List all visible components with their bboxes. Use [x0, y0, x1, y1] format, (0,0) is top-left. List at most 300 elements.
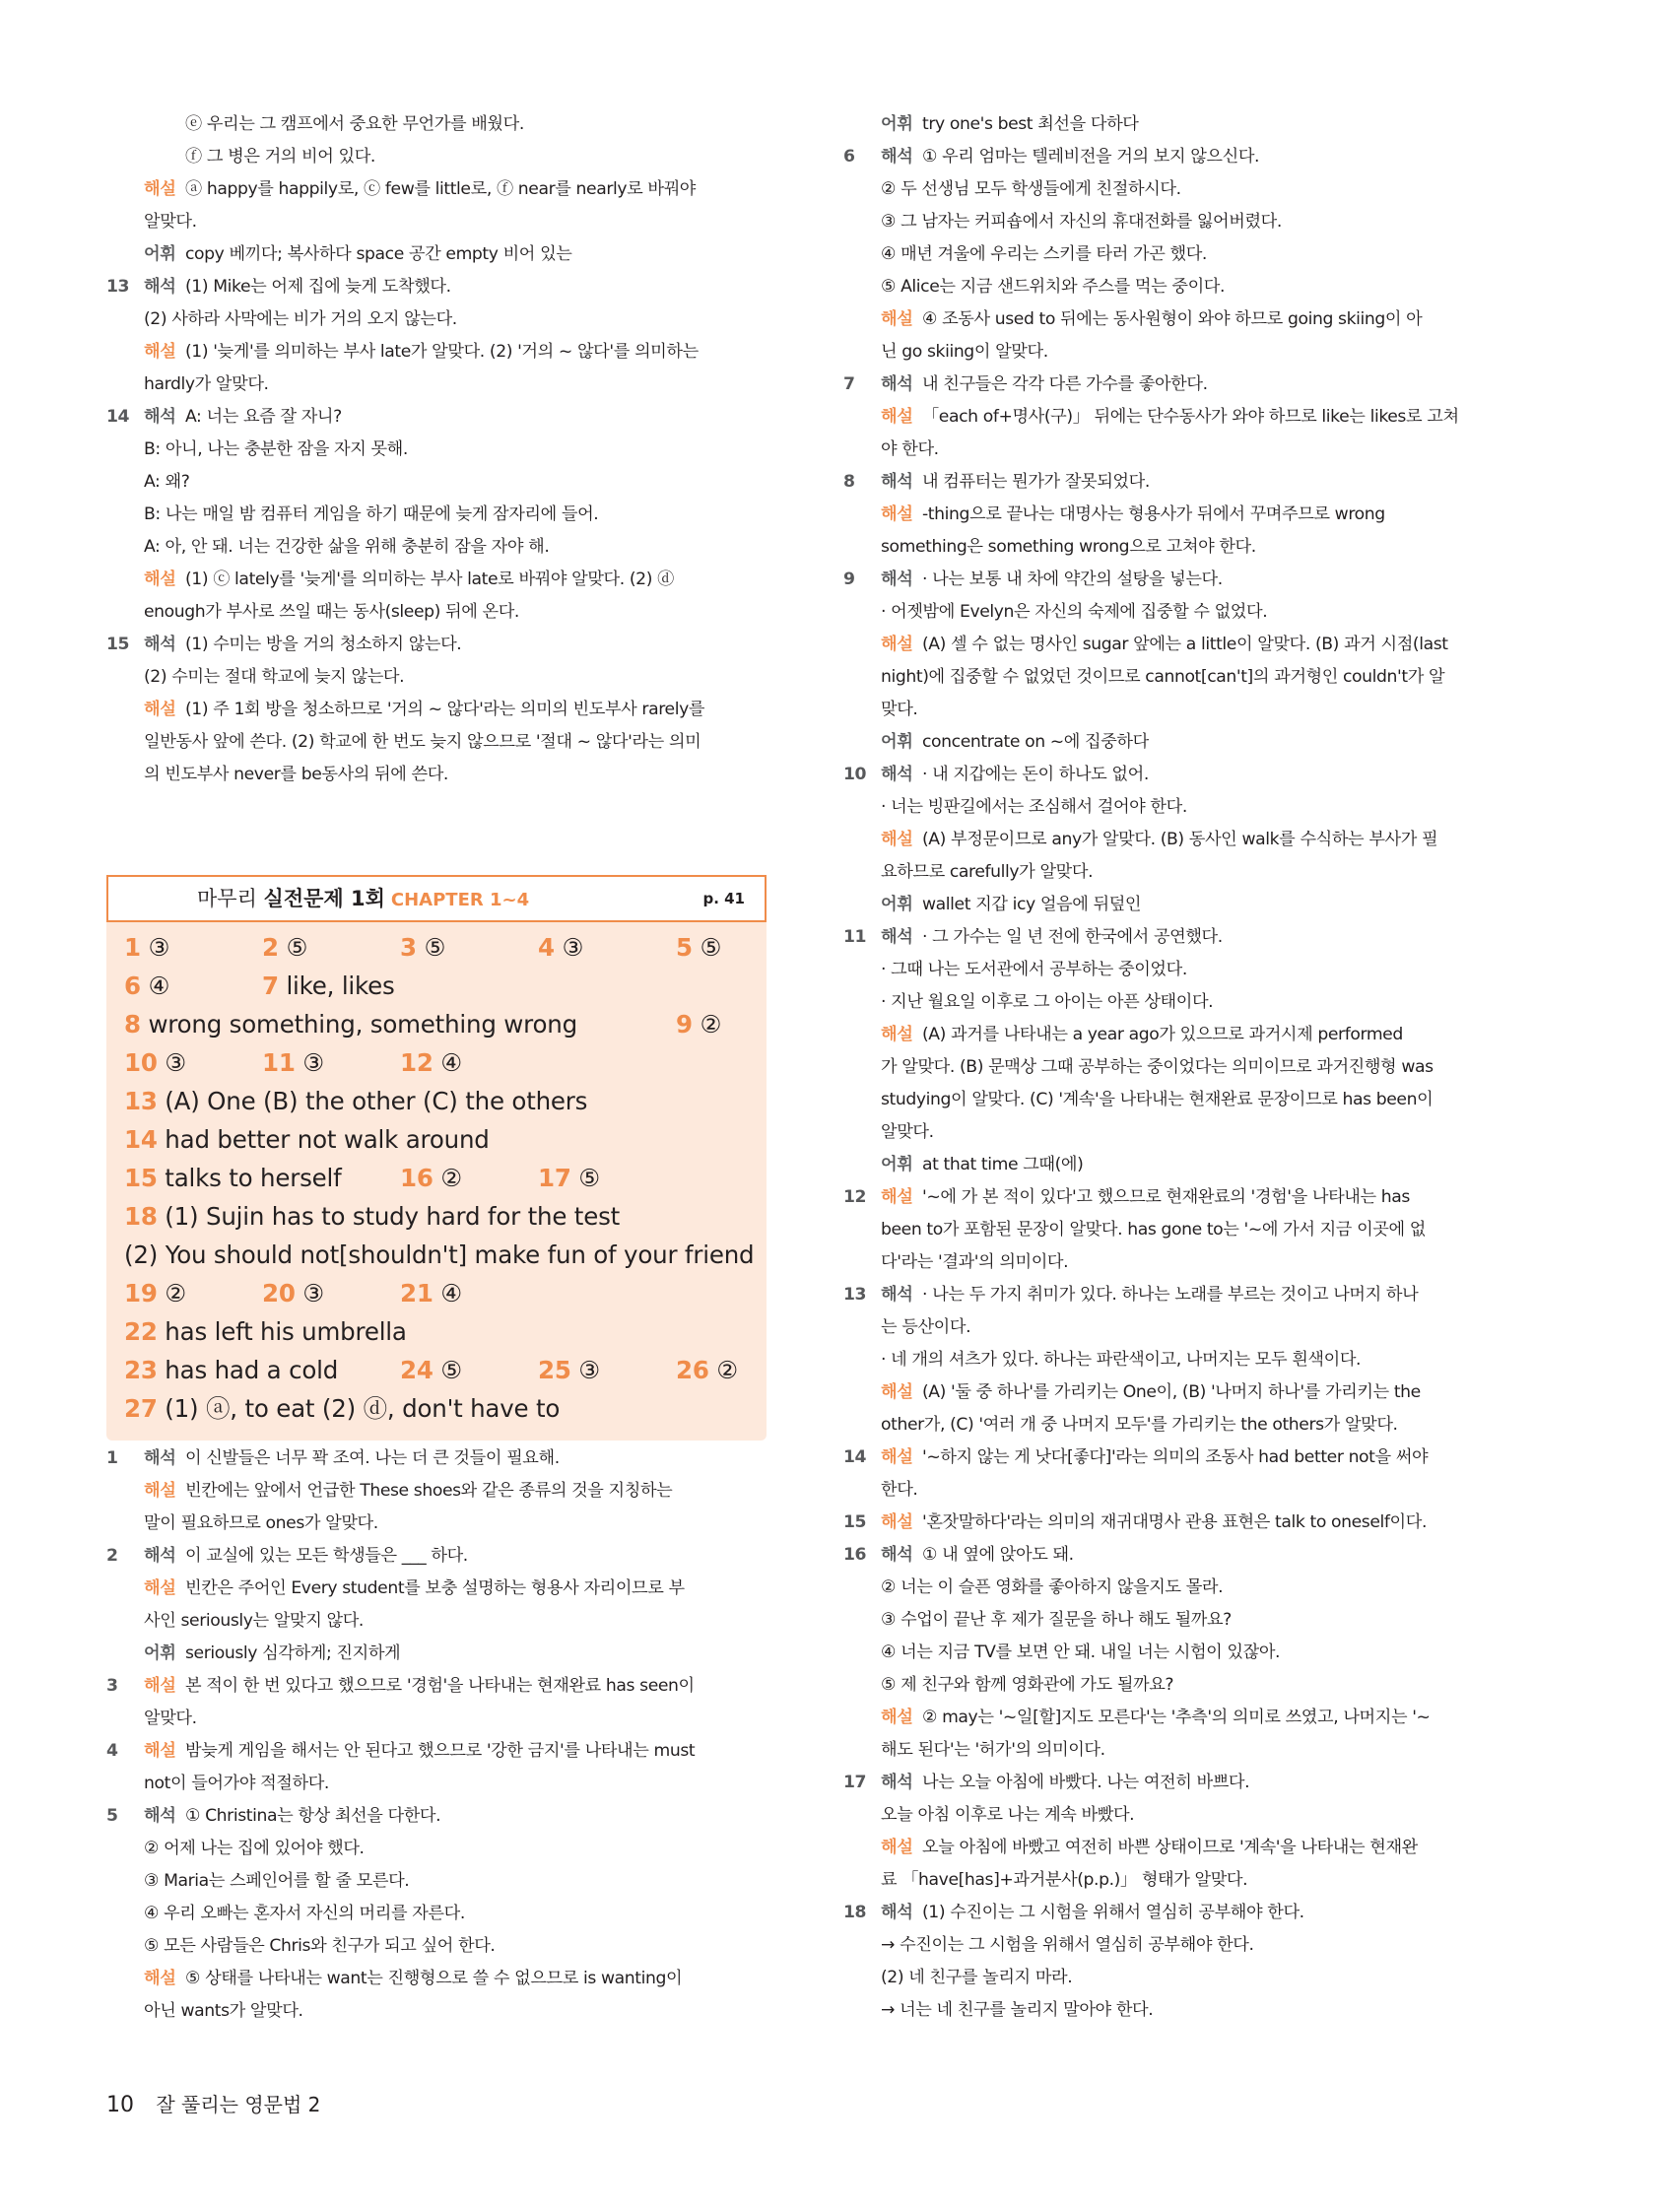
answer-text: ⑤ — [700, 933, 722, 962]
section-label: 해설 — [881, 1838, 913, 1857]
question-number: 8 — [843, 472, 855, 492]
line-text: wallet 지갑 icy 얼음에 뒤덮인 — [922, 895, 1142, 914]
answer-item — [538, 1159, 600, 1197]
section-label: 해설 — [144, 179, 176, 199]
line-text: · 내 지갑에는 돈이 하나도 없어. — [922, 765, 1149, 784]
answer-item — [538, 1351, 600, 1389]
line-text: 알맞다. — [144, 212, 197, 232]
answer-item — [124, 1312, 407, 1351]
line-text: 내 컴퓨터는 뭔가가 잘못되었다. — [922, 472, 1150, 492]
text-line — [843, 1994, 1503, 2027]
answer-key-header — [106, 875, 767, 922]
text-line — [843, 336, 1503, 369]
answer-text: ② — [165, 1279, 187, 1307]
section-label: 어휘 — [881, 895, 913, 914]
text-line — [106, 629, 767, 661]
line-text: ③ Maria는 스페인어를 할 줄 모른다. — [144, 1871, 410, 1891]
text-line — [843, 141, 1503, 173]
answer-item — [262, 967, 395, 1005]
text-line — [843, 824, 1503, 856]
answer-item — [124, 928, 169, 967]
line-text: -thing으로 끝나는 대명사는 형용사가 뒤에서 꾸며주므로 wrong — [922, 504, 1385, 524]
answer-key-title — [197, 877, 529, 922]
section-label: 해석 — [881, 472, 913, 492]
question-number: 16 — [843, 1545, 867, 1565]
answer-item — [124, 1197, 620, 1236]
text-line — [843, 954, 1503, 986]
text-line — [843, 1376, 1503, 1409]
text-line — [843, 1669, 1503, 1702]
text-line — [843, 434, 1503, 466]
text-line — [843, 759, 1503, 791]
answer-text: talks to herself — [165, 1164, 342, 1192]
answer-text: ⑤ — [286, 933, 308, 962]
answer-text: ④ — [440, 1279, 463, 1307]
section-label: 해석 — [881, 374, 913, 394]
line-text: · 그 가수는 일 년 전에 한국에서 공연했다. — [922, 927, 1223, 947]
line-text: (1) 주 1회 방을 청소하므로 '거의 ~ 않다'라는 의미의 빈도부사 rarely를 — [185, 700, 705, 719]
section-label: 해설 — [881, 830, 913, 849]
line-text: '혼잣말하다'라는 의미의 재귀대명사 관용 표현은 talk to oneself이다. — [922, 1512, 1428, 1532]
answer-number: 10 — [124, 1048, 158, 1077]
text-line — [106, 531, 767, 564]
text-line — [106, 401, 767, 434]
answer-text: ⑤ — [578, 1164, 601, 1192]
text-line — [843, 1214, 1503, 1246]
answer-number: 15 — [124, 1164, 158, 1192]
section-label: 해설 — [881, 1708, 913, 1727]
section-label: 해석 — [881, 570, 913, 589]
answer-number: 25 — [538, 1356, 571, 1384]
question-number: 15 — [106, 635, 130, 654]
answer-text: wrong something, something wrong — [148, 1010, 577, 1039]
text-line — [843, 596, 1503, 629]
answer-number: 6 — [124, 972, 141, 1000]
answer-text: (2) You should not[shouldn't] make fun of your friend — [124, 1240, 755, 1269]
line-text: ⑤ 제 친구와 함께 영화관에 가도 될까요? — [881, 1675, 1174, 1695]
section-label: 해설 — [144, 1741, 176, 1761]
line-text: copy 베끼다; 복사하다 space 공간 empty 비어 있는 — [185, 244, 572, 264]
answer-number: 26 — [676, 1356, 709, 1384]
line-text: · 지난 월요일 이후로 그 아이는 아픈 상태이다. — [881, 992, 1214, 1012]
section-label: 어휘 — [881, 1155, 913, 1174]
line-text: ② 어제 나는 집에 있어야 했다. — [144, 1839, 365, 1858]
answer-text: ② — [716, 1356, 739, 1384]
line-text: 알맞다. — [881, 1122, 934, 1142]
question-number: 6 — [843, 147, 855, 167]
text-line — [106, 1833, 767, 1865]
text-line — [106, 1670, 767, 1703]
text-line — [843, 369, 1503, 401]
text-line — [843, 661, 1503, 694]
line-text: (1) 수미는 방을 거의 청소하지 않는다. — [185, 635, 462, 654]
line-text: A: 왜? — [144, 472, 190, 492]
text-line — [843, 1474, 1503, 1507]
text-line — [106, 1768, 767, 1800]
text-line — [106, 1442, 767, 1475]
text-line — [843, 1116, 1503, 1149]
section-label: 해설 — [881, 1025, 913, 1044]
text-line — [843, 986, 1503, 1019]
question-number: 3 — [106, 1676, 118, 1696]
line-text: ① 내 옆에 앉아도 돼. — [922, 1545, 1074, 1565]
answer-number: 16 — [400, 1164, 434, 1192]
answer-number: 20 — [262, 1279, 296, 1307]
line-text: B: 나는 매일 밤 컴퓨터 게임을 하기 때문에 늦게 잠자리에 들어. — [144, 504, 599, 524]
answer-number: 13 — [124, 1087, 158, 1115]
question-number: 18 — [843, 1903, 867, 1922]
answer-number: 4 — [538, 933, 555, 962]
answer-text: ③ — [165, 1048, 187, 1077]
answer-text: ③ — [148, 933, 170, 962]
line-text: (A) 부정문이므로 any가 알맞다. (B) 동사인 walk를 수식하는 부사가 필 — [922, 830, 1438, 849]
section-label: 해석 — [881, 147, 913, 167]
text-line — [843, 1799, 1503, 1832]
answer-item — [400, 1159, 462, 1197]
section-label: 해설 — [144, 1481, 176, 1501]
answer-item — [124, 1236, 754, 1274]
text-line — [843, 1864, 1503, 1897]
line-text: (A) '둘 중 하나'를 가리키는 One이, (B) '나머지 하나'를 가리키는 the — [922, 1382, 1421, 1402]
text-line — [843, 1084, 1503, 1116]
text-line — [106, 271, 767, 303]
text-line — [843, 1897, 1503, 1929]
line-text: 알맞다. — [144, 1709, 197, 1728]
answer-item — [124, 967, 169, 1005]
line-text: 본 적이 한 번 있다고 했으므로 '경험'을 나타내는 현재완료 has seen이 — [185, 1676, 695, 1696]
section-label: 해설 — [144, 1676, 176, 1696]
text-line — [106, 108, 767, 141]
line-text: ⑤ 모든 사람들은 Chris와 친구가 되고 싶어 한다. — [144, 1936, 496, 1956]
answer-number: 1 — [124, 933, 141, 962]
answer-number: 2 — [262, 933, 279, 962]
line-text: ⓕ 그 병은 거의 비어 있다. — [185, 147, 375, 167]
line-text: · 너는 빙판길에서는 조심해서 걸어야 한다. — [881, 797, 1187, 817]
line-text: 오늘 아침 이후로 나는 계속 바빴다. — [881, 1805, 1135, 1825]
section-label: 해설 — [881, 635, 913, 654]
line-text: concentrate on ~에 집중하다 — [922, 732, 1149, 752]
text-line — [843, 1441, 1503, 1474]
text-line — [106, 1475, 767, 1508]
line-text: 밤늦게 게임을 해서는 안 된다고 했으므로 '강한 금지'를 나타내는 must — [185, 1741, 696, 1761]
answer-number: 8 — [124, 1010, 141, 1039]
line-text: (2) 사하라 사막에는 비가 거의 오지 않는다. — [144, 309, 457, 329]
answer-number: 11 — [262, 1048, 296, 1077]
text-line — [843, 1604, 1503, 1637]
answer-item — [124, 1043, 186, 1082]
question-number: 2 — [106, 1546, 118, 1566]
text-line — [106, 1930, 767, 1963]
line-text: ④ 우리 오빠는 혼자서 자신의 머리를 자른다. — [144, 1904, 465, 1923]
text-line — [106, 1995, 767, 2028]
answer-text: (1) ⓐ, to eat (2) ⓓ, don't have to — [165, 1394, 561, 1423]
text-line — [106, 173, 767, 206]
line-text: 맞다. — [881, 700, 918, 719]
text-line — [843, 1019, 1503, 1051]
answer-text: ④ — [440, 1048, 463, 1077]
answer-number: 14 — [124, 1125, 158, 1154]
line-text: 요하므로 carefully가 알맞다. — [881, 862, 1094, 882]
line-text: ① 우리 엄마는 텔레비전을 거의 보지 않으신다. — [922, 147, 1260, 167]
answer-number: 12 — [400, 1048, 434, 1077]
section-label: 해설 — [144, 342, 176, 362]
line-text: (1) ⓒ lately를 '늦게'를 의미하는 부사 late로 바꿔야 알맞다. (2) ⓓ — [185, 570, 674, 589]
line-text: → 수진이는 그 시험을 위해서 열심히 공부해야 한다. — [881, 1935, 1254, 1955]
line-text: enough가 부사로 쓰일 때는 동사(sleep) 뒤에 온다. — [144, 602, 519, 622]
section-label: 해설 — [881, 1447, 913, 1467]
answer-item — [124, 1120, 490, 1159]
text-line — [843, 564, 1503, 596]
answer-number: 3 — [400, 933, 417, 962]
text-line — [106, 466, 767, 499]
text-line — [843, 206, 1503, 238]
section-label: 해설 — [144, 1969, 176, 1988]
line-text: B: 아니, 나는 충분한 잠을 자지 못해. — [144, 439, 408, 459]
text-line — [843, 1311, 1503, 1344]
text-line — [106, 1800, 767, 1833]
text-line — [106, 726, 767, 759]
text-line — [106, 1865, 767, 1898]
answer-item — [400, 1274, 462, 1312]
section-label: 해석 — [144, 1448, 176, 1468]
line-text: (A) 과거를 나타내는 a year ago가 있으므로 과거시제 performed — [922, 1025, 1403, 1044]
answer-text: ② — [440, 1164, 463, 1192]
text-line — [843, 1962, 1503, 1994]
section-label: 해설 — [881, 1512, 913, 1532]
answer-key-body — [106, 922, 767, 1441]
left-bottom-column — [106, 1442, 767, 2028]
line-text: ② 너는 이 슬픈 영화를 좋아하지 않을지도 몰라. — [881, 1577, 1224, 1597]
question-number: 11 — [843, 927, 867, 947]
line-text: 빈칸에는 앞에서 언급한 These shoes와 같은 종류의 것을 지칭하는 — [185, 1481, 673, 1501]
text-line — [843, 921, 1503, 954]
text-line — [843, 1572, 1503, 1604]
question-number: 17 — [843, 1773, 867, 1792]
answer-item — [124, 1389, 560, 1428]
section-label: 해석 — [881, 927, 913, 947]
answer-item — [262, 928, 307, 967]
section-label: 해석 — [144, 1546, 176, 1566]
line-text: 한다. — [881, 1480, 918, 1500]
line-text: 말이 필요하므로 ones가 알맞다. — [144, 1513, 378, 1533]
text-line — [843, 1929, 1503, 1962]
text-line — [106, 1898, 767, 1930]
question-number: 13 — [106, 277, 130, 297]
text-line — [843, 108, 1503, 141]
line-text: 오늘 아침에 바빴고 여전히 바쁜 상태이므로 '계속'을 나타내는 현재완 — [922, 1838, 1418, 1857]
section-label: 해설 — [881, 407, 913, 427]
text-line — [843, 499, 1503, 531]
text-line — [843, 1539, 1503, 1572]
question-number: 13 — [843, 1285, 867, 1305]
line-text: (1) 수진이는 그 시험을 위해서 열심히 공부해야 한다. — [922, 1903, 1304, 1922]
text-line — [843, 173, 1503, 206]
text-line — [843, 1149, 1503, 1181]
line-text: 아닌 wants가 알맞다. — [144, 2001, 303, 2021]
text-line — [106, 1540, 767, 1573]
text-line — [843, 238, 1503, 271]
line-text: 는 등산이다. — [881, 1317, 971, 1337]
right-explanations — [843, 108, 1503, 2027]
section-label: 해석 — [881, 1773, 913, 1792]
section-label: 해석 — [144, 407, 176, 427]
line-text: · 그때 나는 도서관에서 공부하는 중이었다. — [881, 960, 1187, 979]
section-label: 해설 — [144, 700, 176, 719]
line-text: not이 들어가야 적절하다. — [144, 1774, 329, 1793]
line-text: ⓔ 우리는 그 캠프에서 중요한 무언가를 배웠다. — [185, 114, 524, 134]
line-text: 「each of+명사(구)」 뒤에는 단수동사가 와야 하므로 like는 likes로 고쳐 — [922, 407, 1459, 427]
text-line — [843, 694, 1503, 726]
text-line — [106, 694, 767, 726]
text-line — [843, 856, 1503, 889]
text-line — [843, 1051, 1503, 1084]
line-text: (2) 수미는 절대 학교에 늦지 않는다. — [144, 667, 405, 687]
text-line — [106, 661, 767, 694]
line-text: ④ 너는 지금 TV를 보면 안 돼. 내일 너는 시험이 있잖아. — [881, 1642, 1281, 1662]
line-text: · 어젯밤에 Evelyn은 자신의 숙제에 집중할 수 없었다. — [881, 602, 1268, 622]
line-text: · 나는 두 가지 취미가 있다. 하나는 노래를 부르는 것이고 나머지 하나 — [922, 1285, 1419, 1305]
line-text: ⓐ happy를 happily로, ⓒ few를 little로, ⓕ near를 nearly로 바꿔야 — [185, 179, 697, 199]
answer-text: ② — [700, 1010, 722, 1039]
line-text: 일반동사 앞에 쓴다. (2) 학교에 한 번도 늦지 않으므로 '절대 ~ 않다'라는 의미 — [144, 732, 701, 752]
line-text: ② 두 선생님 모두 학생들에게 친절하시다. — [881, 179, 1181, 199]
text-line — [106, 499, 767, 531]
section-label: 해석 — [144, 277, 176, 297]
line-text: 료 「have[has]+과거분사(p.p.)」 형태가 알맞다. — [881, 1870, 1248, 1890]
answer-title-bold: 실전문제 1회 — [263, 887, 385, 910]
question-number: 1 — [106, 1448, 118, 1468]
text-line — [843, 1767, 1503, 1799]
line-text: (1) '늦게'를 의미하는 부사 late가 알맞다. (2) '거의 ~ 않다'를 의미하는 — [185, 342, 699, 362]
line-text: A: 너는 요즘 잘 자니? — [185, 407, 342, 427]
answer-text: has had a cold — [165, 1356, 339, 1384]
text-line — [106, 1735, 767, 1768]
text-line — [843, 531, 1503, 564]
page-number: 10 — [106, 2093, 134, 2117]
line-text: hardly가 알맞다. — [144, 374, 269, 394]
answer-text: ⑤ — [424, 933, 446, 962]
answer-number: 17 — [538, 1164, 571, 1192]
text-line — [106, 303, 767, 336]
left-bottom-explanations — [106, 1442, 767, 2028]
answer-item — [400, 928, 445, 967]
text-line — [106, 1508, 767, 1540]
text-line — [843, 889, 1503, 921]
text-line — [843, 401, 1503, 434]
left-top-explanations — [106, 108, 767, 791]
answer-number: 19 — [124, 1279, 158, 1307]
text-line — [843, 466, 1503, 499]
line-text: ① Christina는 항상 최선을 다한다. — [185, 1806, 441, 1826]
text-line — [843, 1409, 1503, 1441]
answer-item — [124, 1351, 338, 1389]
section-label: 해설 — [881, 309, 913, 329]
answer-text: ④ — [148, 972, 170, 1000]
line-text: (2) 네 친구를 놀리지 마라. — [881, 1968, 1073, 1987]
answer-number: 5 — [676, 933, 693, 962]
line-text: night)에 집중할 수 없었던 것이므로 cannot[can't]의 과거형인 couldn't가 알 — [881, 667, 1445, 687]
text-line — [106, 238, 767, 271]
text-line — [843, 1507, 1503, 1539]
answer-number: 27 — [124, 1394, 158, 1423]
answer-number: 18 — [124, 1202, 158, 1231]
question-number: 7 — [843, 374, 855, 394]
answer-text: ⑤ — [440, 1356, 463, 1384]
answer-number: 22 — [124, 1317, 158, 1346]
question-number: 10 — [843, 765, 867, 784]
text-line — [843, 726, 1503, 759]
line-text: ④ 매년 겨울에 우리는 스키를 타러 가곤 했다. — [881, 244, 1207, 264]
question-number: 14 — [843, 1447, 867, 1467]
answer-item — [538, 928, 583, 967]
text-line — [843, 1734, 1503, 1767]
section-label: 어휘 — [144, 1643, 176, 1663]
answer-text: ③ — [578, 1356, 601, 1384]
section-label: 해석 — [881, 1903, 913, 1922]
line-text: 닌 go skiing이 알맞다. — [881, 342, 1048, 362]
line-text: at that time 그때(에) — [922, 1155, 1084, 1174]
book-title: 잘 풀리는 영문법 2 — [156, 2093, 321, 2116]
answer-number: 23 — [124, 1356, 158, 1384]
line-text: ④ 조동사 used to 뒤에는 동사원형이 와야 하므로 going skiing이 아 — [922, 309, 1423, 329]
text-line — [843, 303, 1503, 336]
text-line — [106, 1703, 767, 1735]
text-line — [843, 1279, 1503, 1311]
text-line — [106, 596, 767, 629]
answer-item — [262, 1043, 324, 1082]
line-text: 해도 된다'는 '허가'의 의미이다. — [881, 1740, 1105, 1760]
answer-item — [400, 1043, 462, 1082]
text-line — [106, 434, 767, 466]
answer-text: had better not walk around — [165, 1125, 490, 1154]
text-line — [843, 1702, 1503, 1734]
answer-item — [676, 1351, 738, 1389]
section-label: 해석 — [144, 1806, 176, 1826]
text-line — [106, 1605, 767, 1638]
text-line — [843, 271, 1503, 303]
text-line — [106, 206, 767, 238]
text-line — [843, 1637, 1503, 1669]
text-line — [106, 1573, 767, 1605]
answer-item — [262, 1274, 324, 1312]
text-line — [106, 1963, 767, 1995]
line-text: 의 빈도부사 never를 be동사의 뒤에 쓴다. — [144, 765, 448, 784]
line-text: 내 친구들은 각각 다른 가수를 좋아한다. — [922, 374, 1208, 394]
answer-page-ref: p. 41 — [702, 890, 745, 907]
answer-item — [124, 1082, 587, 1120]
text-line — [843, 1181, 1503, 1214]
line-text: ⑤ 상태를 나타내는 want는 진행형으로 쓸 수 없으므로 is wanting이 — [185, 1969, 683, 1988]
text-line — [843, 1832, 1503, 1864]
line-text: 이 신발들은 너무 꽉 조여. 나는 더 큰 것들이 필요해. — [185, 1448, 560, 1468]
answer-text: has left his umbrella — [165, 1317, 407, 1346]
line-text: · 나는 보통 내 차에 약간의 설탕을 넣는다. — [922, 570, 1223, 589]
line-text: 이 교실에 있는 모든 학생들은 ___ 하다. — [185, 1546, 468, 1566]
question-number: 4 — [106, 1741, 118, 1761]
section-label: 해석 — [144, 635, 176, 654]
section-label: 해설 — [144, 570, 176, 589]
text-line — [843, 791, 1503, 824]
section-label: 어휘 — [144, 244, 176, 264]
line-text: try one's best 최선을 다하다 — [922, 114, 1139, 134]
answer-item — [400, 1351, 462, 1389]
line-text: · 네 개의 셔츠가 있다. 하나는 파란색이고, 나머지는 모두 흰색이다. — [881, 1350, 1362, 1370]
answer-item — [124, 1159, 342, 1197]
answer-item — [124, 1005, 577, 1043]
text-line — [106, 564, 767, 596]
section-label: 어휘 — [881, 732, 913, 752]
question-number: 12 — [843, 1187, 867, 1207]
